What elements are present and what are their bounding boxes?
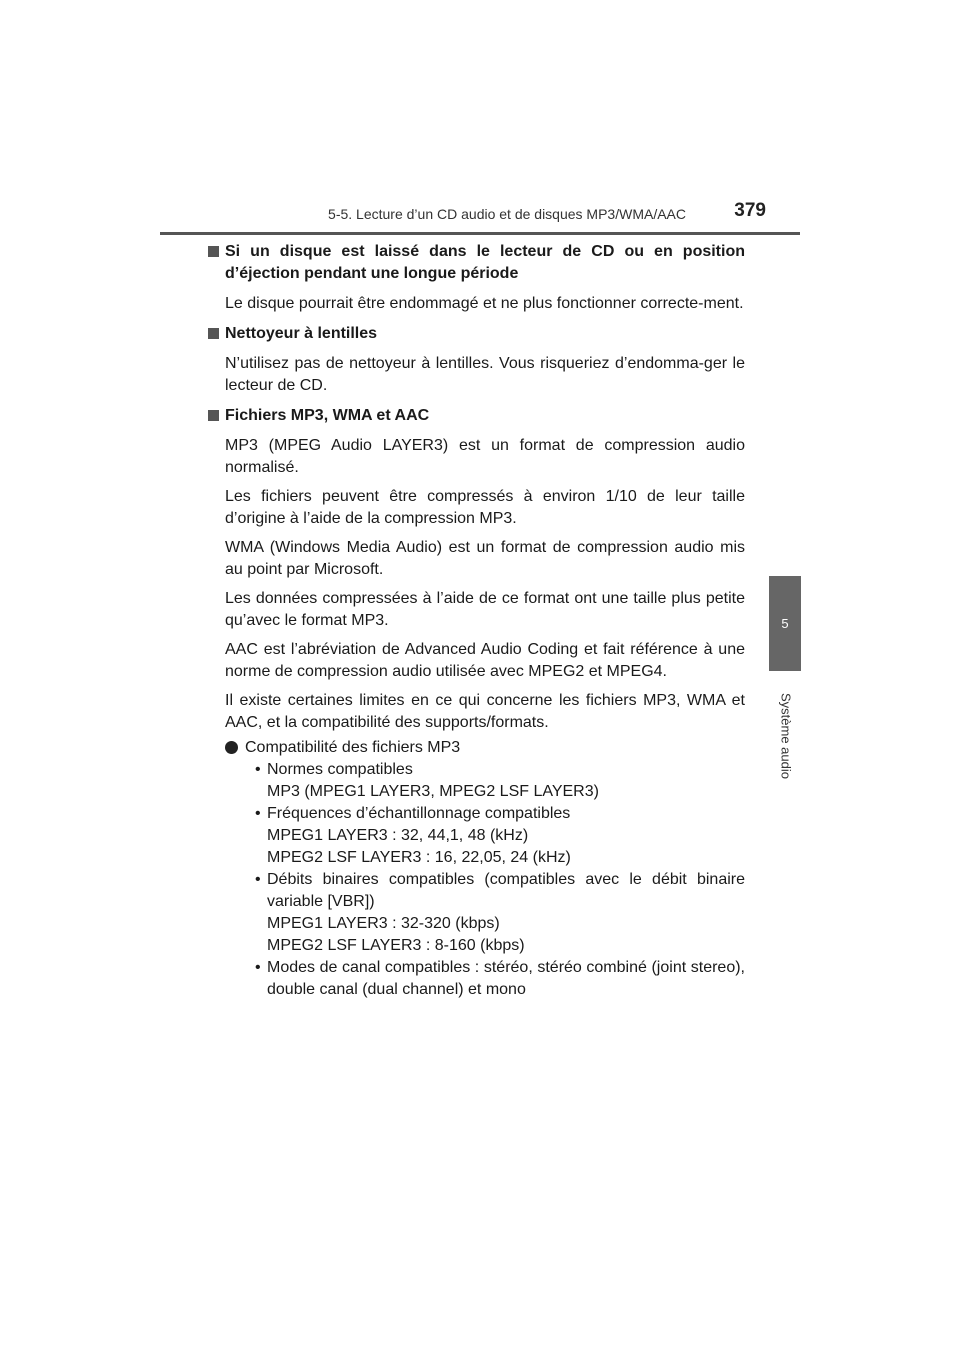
paragraph: Il existe certaines limites en ce qui concerne les fichiers MP3, WMA et AAC, et la compatibilité des supports/formats. (225, 692, 745, 731)
section-lens-cleaner (225, 323, 745, 397)
list-item (255, 803, 745, 869)
compat-heading (225, 737, 745, 759)
paragraph: Le disque pourrait être endommagé et ne plus fonctionner correcte-ment. (225, 295, 744, 312)
list-item (255, 759, 745, 803)
list-item-head: Fréquences d’échantillonnage compatibles (267, 805, 571, 822)
paragraph: WMA (Windows Media Audio) est un format de compression audio mis au point par Microsoft. (225, 539, 745, 578)
section-heading-text: Nettoyeur à lentilles (225, 325, 378, 342)
list-item-line: MPEG1 LAYER3 : 32-320 (kbps) (267, 915, 500, 932)
paragraph: Les fichiers peuvent être compressés à environ 1/10 de leur taille d’origine à l’aide de la compression MP3. (225, 488, 745, 527)
circle-bullet-icon (225, 741, 238, 754)
section-heading (225, 405, 745, 427)
list-item-line: MPEG2 LSF LAYER3 : 16, 22,05, 24 (kHz) (267, 849, 571, 866)
compat-heading-text: Compatibilité des fichiers MP3 (245, 739, 461, 756)
list-item-line: MP3 (MPEG1 LAYER3, MPEG2 LSF LAYER3) (267, 783, 599, 800)
bullet-dot-icon: • (255, 805, 261, 822)
chapter-tab: 5 (769, 576, 801, 671)
section-disc-left (225, 241, 745, 315)
section-mp3-wma-aac (225, 405, 745, 1001)
header-rule (160, 232, 800, 235)
square-bullet-icon (208, 246, 219, 257)
paragraph: Les données compressées à l’aide de ce format ont une taille plus petite qu’avec le format MP3. (225, 590, 745, 629)
bullet-dot-icon: • (255, 959, 261, 976)
square-bullet-icon (208, 328, 219, 339)
section-heading (225, 241, 745, 285)
compat-list (255, 759, 745, 1001)
list-item-head: Modes de canal compatibles : stéréo, stéréo combiné (joint stereo), double canal (dual channel) et mono (267, 959, 745, 998)
section-heading-text: Si un disque est laissé dans le lecteur de CD ou en position d’éjection pendant une longue période (225, 243, 745, 282)
list-item (255, 957, 745, 1001)
list-item-head: Débits binaires compatibles (compatibles avec le débit binaire variable [VBR]) (267, 871, 745, 910)
section-heading-text: Fichiers MP3, WMA et AAC (225, 407, 430, 424)
list-item (255, 869, 745, 957)
paragraph: MP3 (MPEG Audio LAYER3) est un format de compression audio normalisé. (225, 437, 745, 476)
list-item-head: Normes compatibles (267, 761, 413, 778)
section-heading (225, 323, 745, 345)
bullet-dot-icon: • (255, 871, 261, 888)
chapter-label-text: Système audio (778, 693, 794, 779)
bullet-dot-icon: • (255, 761, 261, 778)
list-item-line: MPEG2 LSF LAYER3 : 8-160 (kbps) (267, 937, 525, 954)
square-bullet-icon (208, 410, 219, 421)
running-header-title: 5-5. Lecture d’un CD audio et de disques MP3/WMA/AAC (328, 206, 686, 222)
page-number: 379 (734, 200, 766, 221)
list-item-line: MPEG1 LAYER3 : 32, 44,1, 48 (kHz) (267, 827, 529, 844)
page-content (225, 241, 745, 1009)
paragraph: AAC est l’abréviation de Advanced Audio Coding et fait référence à une norme de compression audio utilisée avec MPEG2 et MPEG4. (225, 641, 745, 680)
paragraph: N’utilisez pas de nettoyeur à lentilles. Vous risqueriez d’endomma-ger le lecteur de CD. (225, 355, 745, 394)
